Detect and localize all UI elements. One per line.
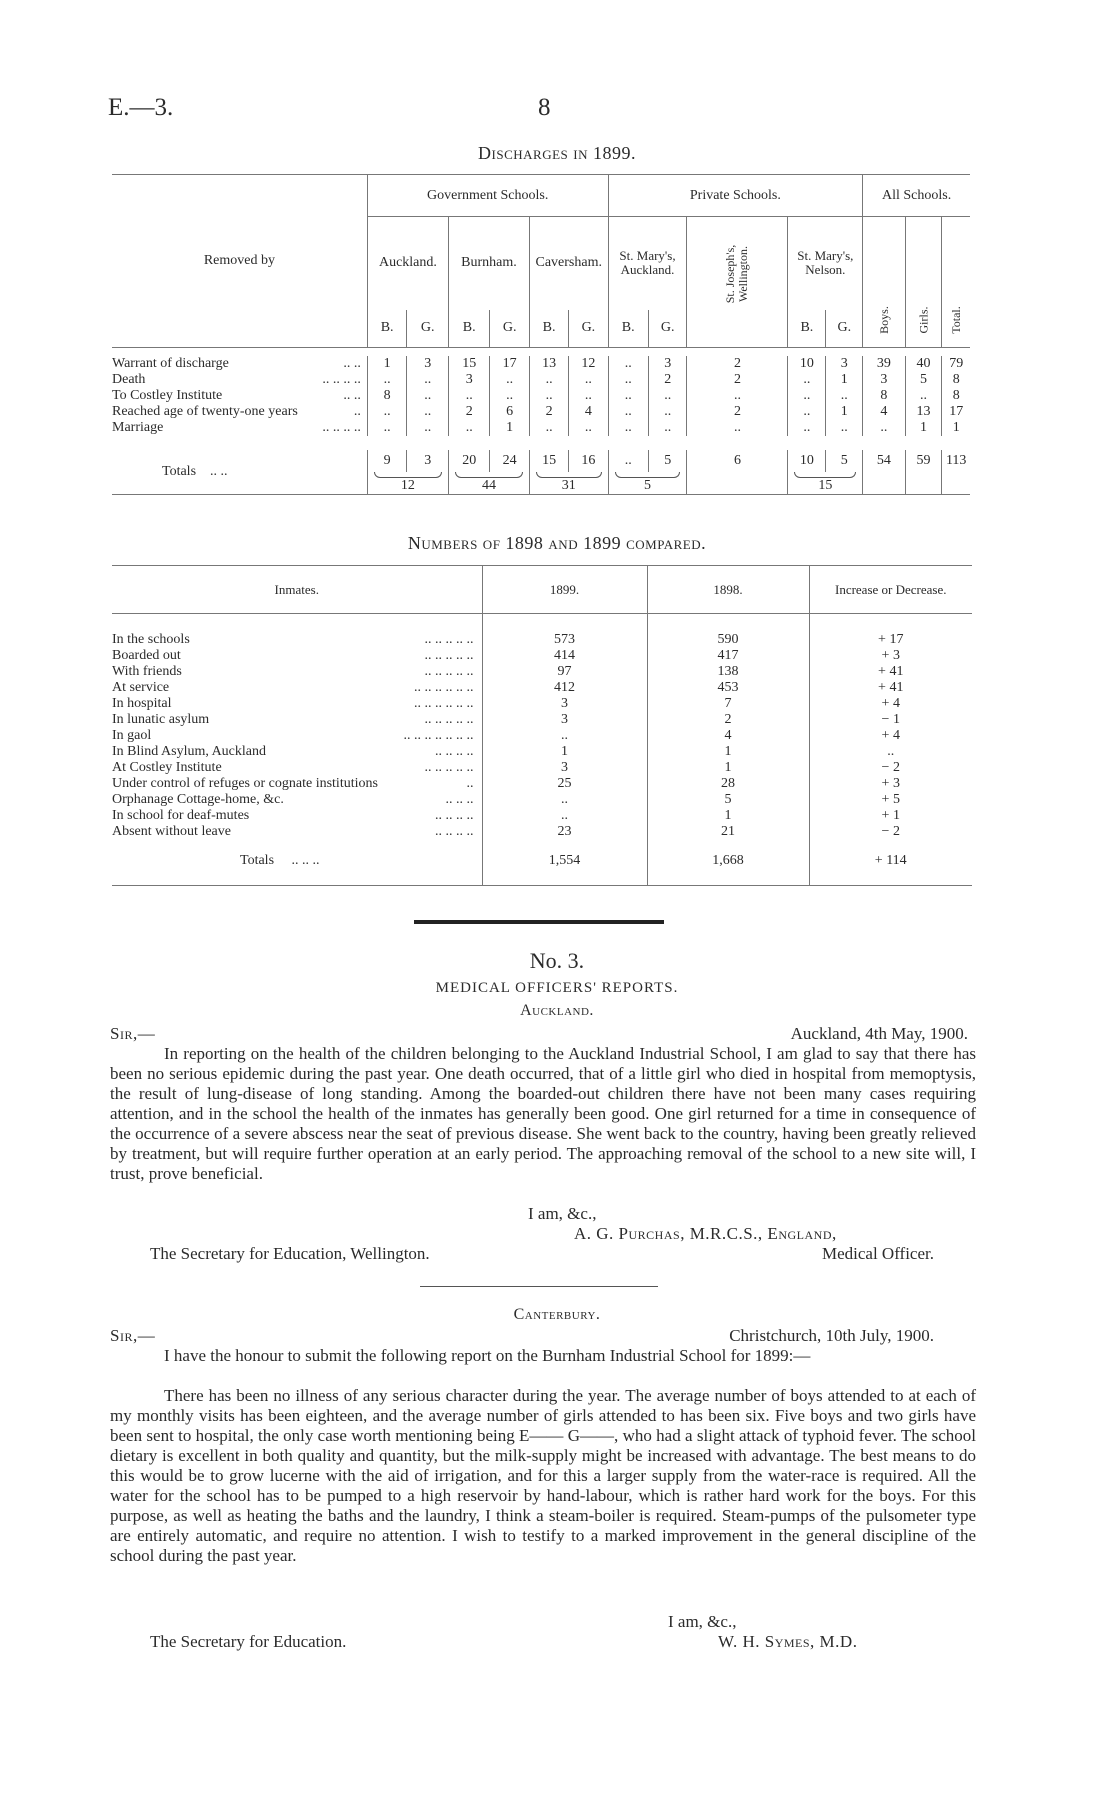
discharge-cell: .. xyxy=(788,372,826,388)
discharge-cell: 3 xyxy=(449,372,490,388)
auckland-signature: A. G. Purchas, M.R.C.S., England, xyxy=(574,1224,837,1243)
inmates-row-label: Absent without leave .. .. .. .. xyxy=(112,824,482,840)
count-cell-1898: 590 xyxy=(647,632,809,648)
private-schools-header: Private Schools. xyxy=(608,175,863,217)
discharge-cell: .. xyxy=(407,372,449,388)
discharge-total-cell: 9 xyxy=(367,450,407,472)
canterbury-signature: W. H. Symes, M.D. xyxy=(718,1632,858,1651)
discharge-cell: 2 xyxy=(449,404,490,420)
count-cell-1898: 7 xyxy=(647,696,809,712)
discharge-total-cell: 113 xyxy=(945,452,967,468)
discharge-cell: 13 xyxy=(529,356,568,372)
discharge-cell: .. xyxy=(863,420,905,436)
discharge-cell: 3 xyxy=(863,372,905,388)
inmates-row-label: Boarded out .. .. .. .. .. xyxy=(112,648,482,664)
discharge-cell: 3 xyxy=(648,356,687,372)
count-cell-1899: 414 xyxy=(482,648,647,664)
sub-g: G. xyxy=(826,310,863,348)
change-cell: + 5 xyxy=(881,791,900,807)
inmates-row-label: Orphanage Cottage-home, &c. .. .. .. xyxy=(112,792,482,808)
numbers-table xyxy=(112,565,972,886)
discharge-total-cell: 59 xyxy=(905,450,942,472)
discharge-row xyxy=(112,356,970,372)
discharge-cell: .. xyxy=(529,388,568,404)
all-boys-header: Boys. xyxy=(863,217,905,348)
discharge-row xyxy=(112,404,970,420)
report-heading: MEDICAL OFFICERS' REPORTS. xyxy=(435,980,679,996)
discharge-cell: 1 xyxy=(952,419,960,435)
discharge-cell: .. xyxy=(826,388,863,404)
total-1898: 1,668 xyxy=(647,850,809,872)
count-cell-1898: 2 xyxy=(647,712,809,728)
numbers-totals-row xyxy=(112,850,972,872)
discharge-cell: 13 xyxy=(905,404,942,420)
change-cell: + 4 xyxy=(881,727,900,743)
discharge-cell: 8 xyxy=(952,387,960,403)
inmates-row xyxy=(112,712,972,728)
sub-b: B. xyxy=(529,310,568,348)
inmates-row xyxy=(112,792,972,808)
canterbury-closing: I am, &c., xyxy=(668,1612,737,1631)
discharge-cell: 3 xyxy=(826,356,863,372)
auckland-salutation: Sir,— xyxy=(110,1024,156,1043)
year-1898-header: 1898. xyxy=(647,566,809,614)
discharges-table xyxy=(112,174,970,495)
discharge-cell: .. xyxy=(788,388,826,404)
discharge-cell: 4 xyxy=(863,404,905,420)
inmates-row-label: In gaol .. .. .. .. .. .. .. xyxy=(112,728,482,744)
discharge-cell: .. xyxy=(367,372,407,388)
discharge-cell: 8 xyxy=(367,388,407,404)
discharge-cell: 5 xyxy=(905,372,942,388)
discharge-cell: .. xyxy=(788,420,826,436)
inmates-row xyxy=(112,664,972,680)
change-cell: + 41 xyxy=(878,679,904,695)
inmates-row xyxy=(112,696,972,712)
pair-total: 31 xyxy=(529,472,608,495)
discharge-cell: .. xyxy=(367,420,407,436)
inmates-row-label: At service .. .. .. .. .. .. xyxy=(112,680,482,696)
count-cell-1898: 1 xyxy=(647,760,809,776)
count-cell-1899: 3 xyxy=(482,712,647,728)
discharge-total-cell: 16 xyxy=(569,450,608,472)
sub-g: G. xyxy=(490,310,530,348)
pair-total: 12 xyxy=(367,472,448,495)
count-cell-1899: 3 xyxy=(482,760,647,776)
discharge-cell: 4 xyxy=(569,404,608,420)
auckland-closing: I am, &c., xyxy=(528,1204,597,1223)
discharge-cell: 1 xyxy=(905,420,942,436)
count-cell-1898: 5 xyxy=(647,792,809,808)
discharge-cell: .. xyxy=(608,388,648,404)
discharge-cell: .. xyxy=(788,404,826,420)
discharge-row xyxy=(112,372,970,388)
auckland-body: In reporting on the health of the children belonging to the Auckland Industrial School, I am glad to say that there has been no serious epidemic during the past year. One death occurred, that of a little girl who died in hospital from memoptysis, the result of lung-disease of long standing. Among the boarded-out children there have not been many cases requiring attention, and in the school the health of the inmates has generally been good. One girl returned for a time in consequence of the occurrence of a severe abscess near the seat of previous disease. She went back to the country, having been greatly relieved by treatment, but will require further operation at an early period. The approaching removal of the school to a new site will, I trust, prove beneficial. xyxy=(110,1044,976,1183)
discharge-cell: 2 xyxy=(648,372,687,388)
discharge-cell: 1 xyxy=(490,420,530,436)
divider-line xyxy=(420,1286,658,1287)
pair-total-empty xyxy=(687,472,788,495)
inmates-row xyxy=(112,728,972,744)
change-cell: + 17 xyxy=(878,631,904,647)
discharge-total-cell: 15 xyxy=(529,450,568,472)
discharge-cell: 8 xyxy=(863,388,905,404)
inmates-row xyxy=(112,808,972,824)
sub-g: G. xyxy=(407,310,449,348)
discharge-total-cell: 5 xyxy=(648,450,687,472)
discharge-cell: .. xyxy=(608,404,648,420)
change-cell: .. xyxy=(887,743,895,759)
inmates-row-label: With friends .. .. .. .. .. xyxy=(112,664,482,680)
change-cell: + 3 xyxy=(881,647,900,663)
all-schools-header: All Schools. xyxy=(863,175,970,217)
count-cell-1899: .. xyxy=(482,808,647,824)
discharge-cell: 1 xyxy=(826,372,863,388)
discharge-total-cell: 24 xyxy=(490,450,530,472)
discharge-cell: .. xyxy=(407,420,449,436)
totals-label: Totals .. .. .. xyxy=(112,850,482,872)
discharge-cell: .. xyxy=(449,420,490,436)
inmates-row xyxy=(112,744,972,760)
all-total-header: Total. xyxy=(949,306,964,334)
change-cell: − 2 xyxy=(881,759,900,775)
discharge-cell: .. xyxy=(449,388,490,404)
discharge-cell: 2 xyxy=(687,356,788,372)
inmates-row xyxy=(112,760,972,776)
discharge-total-cell: 5 xyxy=(826,450,863,472)
discharge-cell: .. xyxy=(490,388,530,404)
section-rule xyxy=(414,920,664,924)
count-cell-1899: 573 xyxy=(482,632,647,648)
discharge-cell: 17 xyxy=(490,356,530,372)
school-caversham: Caversham. xyxy=(529,217,608,310)
count-cell-1898: 21 xyxy=(647,824,809,840)
pair-total: 44 xyxy=(449,472,530,495)
discharge-cell: .. xyxy=(569,420,608,436)
discharge-cell: .. xyxy=(608,420,648,436)
count-cell-1899: 412 xyxy=(482,680,647,696)
sub-b: B. xyxy=(449,310,490,348)
sub-b: B. xyxy=(367,310,407,348)
school-auckland: Auckland. xyxy=(367,217,448,310)
inmates-row xyxy=(112,648,972,664)
change-cell: + 4 xyxy=(881,695,900,711)
discharge-cell: 8 xyxy=(952,371,960,387)
discharges-title: Discharges in 1899. xyxy=(478,143,636,163)
count-cell-1899: 3 xyxy=(482,696,647,712)
canterbury-place: Canterbury. xyxy=(513,1306,601,1323)
pair-total-empty xyxy=(863,472,905,495)
discharge-row-label: Death .. .. .. .. xyxy=(112,372,367,388)
discharge-cell: 1 xyxy=(367,356,407,372)
canterbury-intro: I have the honour to submit the following report on the Burnham Industrial School for 1899:— xyxy=(164,1346,811,1365)
pair-total: 15 xyxy=(788,472,863,495)
discharge-cell: .. xyxy=(569,388,608,404)
inmates-row-label: Under control of refuges or cognate institutions .. xyxy=(112,776,482,792)
inmates-row xyxy=(112,680,972,696)
school-burnham: Burnham. xyxy=(449,217,530,310)
discharge-cell: 15 xyxy=(449,356,490,372)
discharge-cell: .. xyxy=(905,388,942,404)
count-cell-1899: 97 xyxy=(482,664,647,680)
discharge-cell: .. xyxy=(608,356,648,372)
document-code: E.—3. xyxy=(108,94,174,121)
discharge-total-cell: 3 xyxy=(407,450,449,472)
sub-b: B. xyxy=(788,310,826,348)
discharge-row xyxy=(112,388,970,404)
removed-by-header: Removed by xyxy=(112,175,367,348)
count-cell-1898: 28 xyxy=(647,776,809,792)
count-cell-1898: 417 xyxy=(647,648,809,664)
discharge-cell: .. xyxy=(569,372,608,388)
discharge-total-cell: 54 xyxy=(863,450,905,472)
discharge-cell: .. xyxy=(490,372,530,388)
change-cell: + 3 xyxy=(881,775,900,791)
discharge-cell: 2 xyxy=(687,372,788,388)
report-number: No. 3. xyxy=(529,948,585,973)
inmates-row xyxy=(112,824,972,840)
all-girls-header: Girls. xyxy=(905,217,942,348)
discharge-row xyxy=(112,420,970,436)
inmates-row-label: In lunatic asylum .. .. .. .. .. xyxy=(112,712,482,728)
discharge-cell: 1 xyxy=(826,404,863,420)
discharge-cell: .. xyxy=(529,420,568,436)
total-change: + 114 xyxy=(874,852,907,868)
discharge-cell: 12 xyxy=(569,356,608,372)
totals-label: Totals .. .. xyxy=(112,450,367,495)
count-cell-1899: .. xyxy=(482,792,647,808)
discharge-cell: .. xyxy=(687,420,788,436)
discharge-cell: .. xyxy=(367,404,407,420)
inmates-row-label: In Blind Asylum, Auckland .. .. .. .. xyxy=(112,744,482,760)
auckland-addressee: The Secretary for Education, Wellington. xyxy=(150,1244,430,1263)
sub-g: G. xyxy=(569,310,608,348)
count-cell-1898: 1 xyxy=(647,744,809,760)
discharge-cell: 2 xyxy=(687,404,788,420)
discharge-row-label: Marriage .. .. .. .. xyxy=(112,420,367,436)
count-cell-1899: 25 xyxy=(482,776,647,792)
discharge-cell: 6 xyxy=(490,404,530,420)
page-number: 8 xyxy=(538,94,551,121)
change-header: Increase or Decrease. xyxy=(809,566,972,614)
count-cell-1898: 138 xyxy=(647,664,809,680)
pair-total-empty xyxy=(942,472,970,495)
school-st-josephs-wellington: St. Joseph's, Wellington. xyxy=(687,217,788,348)
discharge-cell: .. xyxy=(648,388,687,404)
total-1899: 1,554 xyxy=(482,850,647,872)
discharge-row-label: To Costley Institute .. .. xyxy=(112,388,367,404)
sub-b: B. xyxy=(608,310,648,348)
pair-total: 5 xyxy=(608,472,687,495)
count-cell-1898: 1 xyxy=(647,808,809,824)
inmates-header: Inmates. xyxy=(112,566,482,614)
count-cell-1898: 4 xyxy=(647,728,809,744)
numbers-title: Numbers of 1898 and 1899 compared. xyxy=(407,533,707,553)
discharge-cell: 79 xyxy=(949,355,964,371)
discharge-cell: .. xyxy=(648,404,687,420)
inmates-row-label: In the schools .. .. .. .. .. xyxy=(112,632,482,648)
discharge-cell: .. xyxy=(407,388,449,404)
discharge-row-label: Warrant of discharge .. .. xyxy=(112,356,367,372)
auckland-place: Auckland. xyxy=(520,1002,594,1019)
count-cell-1898: 453 xyxy=(647,680,809,696)
discharge-cell: .. xyxy=(608,372,648,388)
change-cell: − 1 xyxy=(881,711,900,727)
discharge-total-cell: 6 xyxy=(687,450,788,472)
inmates-row xyxy=(112,776,972,792)
change-cell: + 41 xyxy=(878,663,904,679)
canterbury-body: There has been no illness of any serious character during the year. The average number of boys attended to at each of my monthly visits has been eighteen, and the average number of girls attended to has been six. Five boys and two girls have been sent to hospital, the only case worth mentioning being E—— G——, who had a slight attack of typhoid fever. The school dietary is excellent in both quality and quantity, but the milk-supply might be increased with advantage. The best means to do this would be to grow lucerne with the aid of irrigation, and for this a larger supply from the water-race is required. All the water for the school has to be pumped to a high reservoir by hand-labour, which is rather hard work for the boys. For this purpose, as well as heating the baths and the laundry, I think a steam-boiler is required. Steam-pumps of the pulsometer type are entirely automatic, and require no attention. I wish to testify to a marked improvement in the general discipline of the school during the past year. xyxy=(110,1386,976,1565)
auckland-date: Auckland, 4th May, 1900. xyxy=(790,1024,968,1043)
discharge-cell: 2 xyxy=(529,404,568,420)
change-cell: + 1 xyxy=(881,807,900,823)
inmates-row-label: At Costley Institute .. .. .. .. .. xyxy=(112,760,482,776)
discharge-total-cell: 10 xyxy=(788,450,826,472)
school-st-marys-nelson: St. Mary's, Nelson. xyxy=(788,217,863,310)
sub-g: G. xyxy=(648,310,687,348)
discharge-cell: 10 xyxy=(788,356,826,372)
year-1899-header: 1899. xyxy=(482,566,647,614)
change-cell: − 2 xyxy=(881,823,900,839)
government-schools-header: Government Schools. xyxy=(367,175,608,217)
discharge-cell: 40 xyxy=(905,356,942,372)
inmates-row-label: In school for deaf-mutes .. .. .. .. xyxy=(112,808,482,824)
count-cell-1899: .. xyxy=(482,728,647,744)
canterbury-addressee: The Secretary for Education. xyxy=(150,1632,347,1651)
discharge-cell: 17 xyxy=(949,403,964,419)
canterbury-salutation: Sir,— xyxy=(110,1326,156,1345)
discharge-cell: .. xyxy=(529,372,568,388)
discharge-cell: 39 xyxy=(863,356,905,372)
pair-total-empty xyxy=(905,472,942,495)
inmates-row-label: In hospital .. .. .. .. .. .. xyxy=(112,696,482,712)
discharge-cell: 3 xyxy=(407,356,449,372)
inmates-row xyxy=(112,632,972,648)
auckland-signature-title: Medical Officer. xyxy=(821,1244,934,1263)
school-st-marys-auckland: St. Mary's, Auckland. xyxy=(608,217,687,310)
discharge-cell: .. xyxy=(648,420,687,436)
discharge-cell: .. xyxy=(687,388,788,404)
discharge-total-cell: 20 xyxy=(449,450,490,472)
discharge-cell: .. xyxy=(826,420,863,436)
discharge-cell: .. xyxy=(407,404,449,420)
count-cell-1899: 23 xyxy=(482,824,647,840)
discharge-row-label: Reached age of twenty-one years .. xyxy=(112,404,367,420)
count-cell-1899: 1 xyxy=(482,744,647,760)
discharges-totals-row xyxy=(112,450,970,472)
canterbury-date: Christchurch, 10th July, 1900. xyxy=(729,1326,934,1345)
discharge-total-cell: .. xyxy=(608,450,648,472)
